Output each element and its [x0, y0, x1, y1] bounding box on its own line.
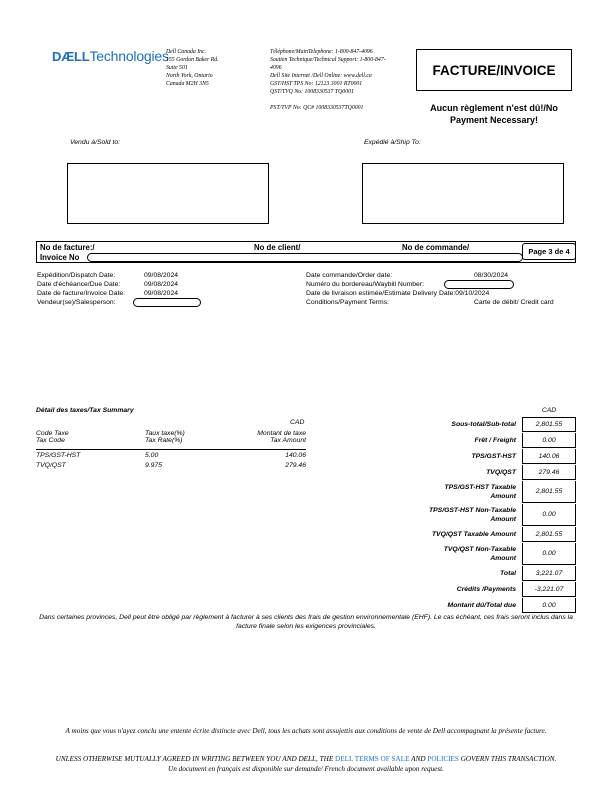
total-due-value: 0.00	[522, 598, 576, 613]
tax-row-rate	[145, 462, 162, 469]
address-line: Canada M2H 3N5	[166, 81, 209, 87]
contact-line: QST/TVQ No: 1008330537 TQ0001	[270, 89, 354, 95]
payments-label: Crédits /Payments	[456, 586, 516, 593]
invoice-date-label: Date de facture/Invoice Date:	[37, 290, 126, 297]
qst-nontaxable-row	[420, 543, 576, 566]
address-line: North York, Ontario	[166, 73, 213, 79]
tax-rate: 9.975	[145, 462, 163, 469]
gst-label: TPS/GST-HST	[471, 453, 516, 460]
dell-logo	[52, 48, 169, 64]
qst-label: TVQ/QST	[486, 469, 516, 476]
sold-to-box	[67, 163, 269, 224]
company-address	[166, 48, 261, 88]
qst-nontaxable-label: TVQ/QST Non-Taxable Amount	[443, 546, 516, 562]
payments-value: -3,221.07	[522, 582, 576, 597]
waybill-label: Numéro du bordereau/Waybill Number:	[306, 281, 424, 288]
qst-taxable-value: 2,801.55	[522, 527, 576, 542]
contact-line: Téléphone/MainTelephone: 1-800-847-4096	[270, 49, 373, 55]
tax-col-rate-fr: Taux taxe(%)	[145, 430, 185, 437]
tax-col-rate	[145, 430, 185, 444]
reference-bar	[36, 241, 576, 263]
ship-to-label: Expédié à/Ship To:	[364, 139, 421, 146]
freight-value: 0.00	[522, 433, 576, 448]
contact-line: Soutien Technique/Technical Support: 1-800-847-4096	[270, 57, 386, 71]
tax-col-amount-en: Tax Amount	[270, 437, 306, 444]
freight-label: Frêt / Freight	[474, 437, 516, 444]
footer-text: GOVERN THIS TRANSACTION.	[458, 755, 557, 763]
qst-taxable-label: TVQ/QST Taxable Amount	[431, 531, 516, 538]
ehf-note: Dans certaines provinces, Dell peut être obligé par règlement à facturer à ses clients des frais de gestion environnementale (EHF). Le cas échéant, ces frais seront inclus dans la facture finale selon les exigences provinciales.	[39, 614, 573, 630]
tax-amount: 140.06	[285, 452, 306, 459]
invoice-no-label: No de facture:/	[40, 243, 95, 252]
tax-row	[36, 462, 66, 469]
subtotal-row	[420, 417, 576, 433]
invoice-title: FACTURE/INVOICE	[416, 49, 572, 91]
order-no-label: No de commande/	[402, 243, 470, 252]
tax-row-rate	[145, 452, 158, 459]
contact-line: GST/HST TPS No: 12123 3001 RT0001	[270, 81, 363, 87]
invoice-number-field	[87, 253, 523, 262]
footer-french-terms: A moins que vous n'ayez conclu une entente écrite distincte avec Dell, tous les achats sont assujettis aux conditions de vente de Dell accompagnant la présente facture.	[65, 727, 547, 735]
tax-col-code-fr: Code Taxe	[36, 430, 69, 437]
dispatch-date-value: 09/08/2024	[144, 272, 179, 279]
qst-value: 279.46	[522, 465, 576, 480]
no-payment-notice: Aucun règlement n'est dû!/No Payment Necessary!	[430, 103, 558, 125]
terms-of-sale-link[interactable]: DELL TERMS OF SALE	[335, 755, 410, 763]
due-date-value: 09/08/2024	[144, 281, 179, 288]
gst-taxable-label: TPS/GST-HST Taxable Amount	[444, 484, 516, 500]
client-no-label: No de client/	[254, 243, 301, 252]
tax-code: TPS/GST-HST	[36, 452, 81, 459]
salesperson-label: Vendeur(se)/Salesperson:	[37, 299, 116, 306]
totals-currency: CAD	[541, 407, 557, 414]
company-contact	[270, 48, 395, 112]
tax-row-amount	[230, 462, 306, 469]
salesperson-field	[133, 298, 201, 307]
gst-row	[420, 449, 576, 465]
waybill-field	[444, 280, 514, 289]
gst-taxable-value: 2,801.55	[522, 481, 576, 503]
totals-table	[420, 417, 576, 614]
contact-line: Dell Site Internet /Dell Online: www.dell.ca	[270, 73, 372, 79]
tax-col-code	[36, 430, 69, 444]
logo-dell: DÆLL	[52, 49, 90, 64]
footer-english-terms	[36, 754, 576, 774]
contact-line: PST/TVP No: QC# 1008330537TQ0001	[270, 105, 364, 111]
tax-amount: 279.46	[285, 462, 306, 469]
tax-summary-heading: Détail des taxes/Tax Summary	[36, 407, 134, 414]
freight-row	[420, 433, 576, 449]
delivery-date-value: 09/10/2024	[455, 290, 490, 297]
total-row	[420, 566, 576, 582]
policies-link[interactable]: POLICIES	[427, 755, 459, 763]
order-date-value: 08/30/2024	[474, 272, 509, 279]
due-date-label: Date d'échéance/Due Date:	[37, 281, 121, 288]
qst-nontaxable-value: 0.00	[522, 543, 576, 565]
page-indicator: Page 3 de 4	[522, 243, 576, 260]
total-value: 3,221.07	[522, 566, 576, 581]
tax-row	[36, 452, 80, 459]
footer-language-notice: Un document en français est disponible sur demande/ French document available upon request.	[168, 765, 444, 773]
tax-currency: CAD	[290, 419, 305, 426]
address-line: Dell Canada Inc.	[166, 49, 207, 55]
dispatch-date-label: Expédition/Dispatch Date:	[37, 272, 116, 279]
gst-nontaxable-value: 0.00	[522, 504, 576, 526]
total-label: Total	[500, 570, 516, 577]
qst-row	[420, 465, 576, 481]
footer-text: UNLESS OTHERWISE MUTUALLY AGREED IN WRITING BETWEEN YOU AND DELL, THE	[55, 755, 336, 763]
total-due-label: Montant dû/Total due	[447, 602, 516, 609]
tax-row-amount	[230, 452, 306, 459]
qst-taxable-row	[420, 527, 576, 543]
invoice-date-value: 09/08/2024	[144, 290, 179, 297]
order-date-label: Date commande/Order date:	[306, 272, 393, 279]
gst-nontaxable-row	[420, 504, 576, 527]
sold-to-label: Vendu à/Sold to:	[70, 139, 121, 146]
address-line: Suite 501	[166, 65, 188, 71]
payment-terms-label: Conditions/Payment Terms:	[306, 299, 389, 306]
total-due-row	[420, 598, 576, 614]
gst-value: 140.06	[522, 449, 576, 464]
tax-rate: 5.00	[145, 452, 159, 459]
payments-row	[420, 582, 576, 598]
tax-col-code-en: Tax Code	[36, 437, 65, 444]
payment-terms-value: Carte de débit/ Credit card	[474, 299, 554, 306]
logo-technologies: Technologies	[89, 48, 169, 64]
subtotal-value: 2,801.55	[522, 417, 576, 432]
tax-col-rate-en: Tax Rate(%)	[145, 437, 183, 444]
address-line: 155 Gordon Baker Rd.	[166, 57, 219, 63]
ship-to-box	[362, 163, 564, 224]
subtotal-label: Sous-total/Sub-total	[451, 421, 516, 428]
footer-text: AND	[409, 755, 428, 763]
delivery-date-label: Date de livraison estimée/Estimate Delivery Date:	[306, 290, 456, 297]
tax-col-amount-fr: Montant de taxe	[257, 430, 306, 437]
gst-nontaxable-label: TPS/GST-HST Non-Taxable Amount	[429, 507, 516, 523]
invoice-no-label-en: Invoice No	[40, 253, 80, 262]
tax-divider	[36, 449, 306, 450]
tax-col-amount	[230, 430, 306, 444]
tax-code: TVQ/QST	[36, 462, 66, 469]
gst-taxable-row	[420, 481, 576, 504]
